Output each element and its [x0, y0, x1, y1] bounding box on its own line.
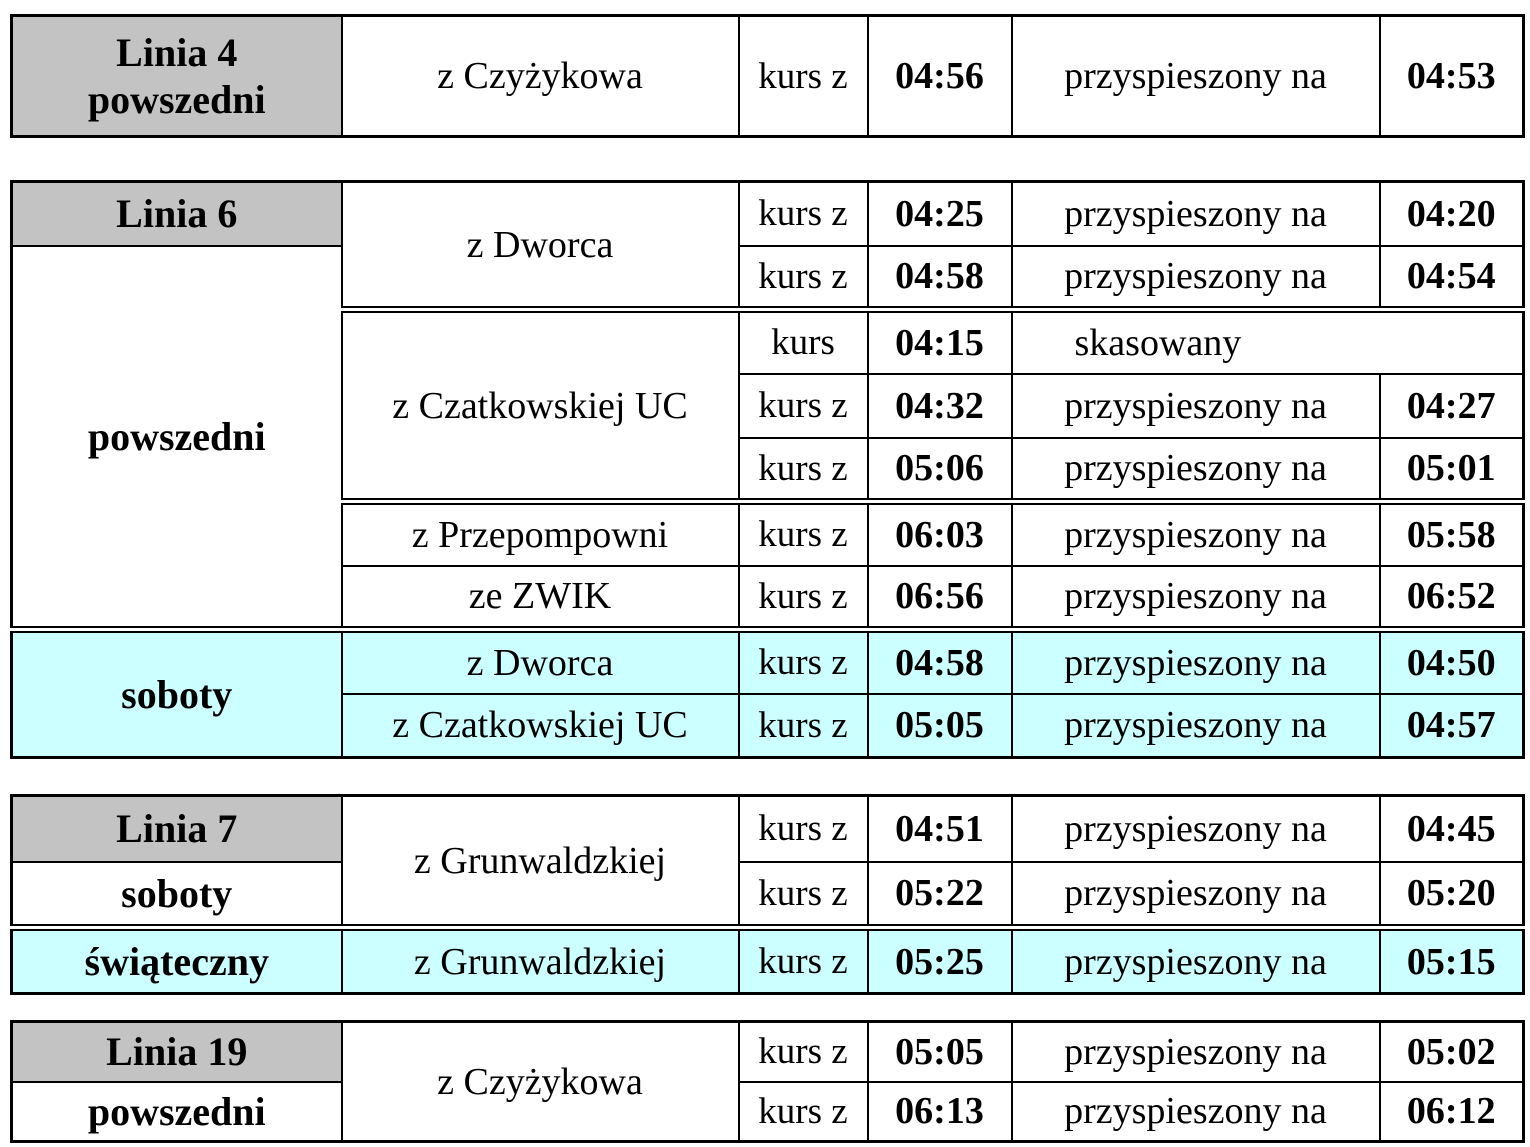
kurs-cell: kurs z [739, 1022, 868, 1082]
time-from-cell: 04:32 [868, 374, 1012, 438]
timetable-linia-6 [10, 180, 1525, 759]
line-day-header-cell [12, 16, 342, 137]
action-cell: przyspieszony na [1012, 1082, 1380, 1142]
day-cell: soboty [12, 862, 342, 928]
kurs-cell: kurs z [739, 182, 868, 246]
time-to-cell: 05:20 [1380, 862, 1524, 928]
time-to-cell: 04:50 [1380, 630, 1524, 694]
time-from-cell: 05:25 [868, 928, 1012, 994]
time-from-cell: 05:06 [868, 438, 1012, 502]
action-cell: przyspieszony na [1012, 182, 1380, 246]
kurs-cell: kurs z [739, 862, 868, 928]
time-to-cell: 04:45 [1380, 796, 1524, 862]
time-from-cell: 05:05 [868, 1022, 1012, 1082]
action-cell: przyspieszony na [1012, 694, 1380, 758]
time-from-cell: 04:51 [868, 796, 1012, 862]
time-to-cell: 05:01 [1380, 438, 1524, 502]
action-cell: przyspieszony na [1012, 438, 1380, 502]
table-row [12, 796, 1524, 862]
time-to-cell: 04:54 [1380, 246, 1524, 310]
table-row [12, 1082, 1524, 1142]
time-from-cell: 04:58 [868, 630, 1012, 694]
kurs-cell: kurs z [739, 694, 868, 758]
action-cell: przyspieszony na [1012, 1022, 1380, 1082]
time-from-cell: 04:58 [868, 246, 1012, 310]
kurs-cell: kurs z [739, 374, 868, 438]
origin-cell: z Czyżykowa [342, 1022, 739, 1142]
time-to-cell: 05:15 [1380, 928, 1524, 994]
origin-cell: z Dworca [342, 182, 739, 310]
action-cell: przyspieszony na [1012, 862, 1380, 928]
kurs-cell: kurs z [739, 438, 868, 502]
kurs-cell: kurs z [739, 796, 868, 862]
kurs-cell: kurs z [739, 502, 868, 566]
timetable-linia-7 [10, 794, 1525, 995]
time-to-cell: 04:53 [1380, 16, 1524, 137]
kurs-cell: kurs z [739, 16, 868, 137]
kurs-cell: kurs z [739, 566, 868, 630]
line-header-cell: Linia 7 [12, 796, 342, 862]
day-cell: powszedni [12, 1082, 342, 1142]
action-cell: przyspieszony na [1012, 928, 1380, 994]
action-cell: przyspieszony na [1012, 16, 1380, 137]
table-row [12, 16, 1524, 137]
table-row [12, 246, 1524, 310]
time-from-cell: 05:22 [868, 862, 1012, 928]
time-from-cell: 04:15 [868, 310, 1012, 374]
table-row [12, 862, 1524, 928]
time-to-cell: 04:57 [1380, 694, 1524, 758]
line-name: Linia 4 [116, 30, 238, 75]
day-cell: powszedni [12, 246, 342, 630]
table-row [12, 182, 1524, 246]
kurs-cell: kurs z [739, 1082, 868, 1142]
kurs-cell: kurs [739, 310, 868, 374]
line-header-cell: Linia 19 [12, 1022, 342, 1082]
time-to-cell: 04:27 [1380, 374, 1524, 438]
time-from-cell: 06:13 [868, 1082, 1012, 1142]
time-from-cell: 06:56 [868, 566, 1012, 630]
time-to-cell: 04:20 [1380, 182, 1524, 246]
time-from-cell: 04:56 [868, 16, 1012, 137]
origin-cell: z Czyżykowa [342, 16, 739, 137]
origin-cell: z Grunwaldzkiej [342, 796, 739, 928]
line-header-cell: Linia 6 [12, 182, 342, 246]
day-cell: świąteczny [12, 928, 342, 994]
table-row [12, 1022, 1524, 1082]
action-cell: przyspieszony na [1012, 246, 1380, 310]
time-to-cell: 06:12 [1380, 1082, 1524, 1142]
time-to-cell: 05:58 [1380, 502, 1524, 566]
origin-cell: z Czatkowskiej UC [342, 694, 739, 758]
kurs-cell: kurs z [739, 246, 868, 310]
time-from-cell: 06:03 [868, 502, 1012, 566]
action-cell: przyspieszony na [1012, 374, 1380, 438]
kurs-cell: kurs z [739, 630, 868, 694]
day-type: powszedni [87, 77, 266, 122]
timetable-linia-19 [10, 1020, 1525, 1143]
origin-cell: ze ZWIK [342, 566, 739, 630]
table-row [12, 630, 1524, 694]
time-from-cell: 05:05 [868, 694, 1012, 758]
origin-cell: z Czatkowskiej UC [342, 310, 739, 502]
action-cell: przyspieszony na [1012, 630, 1380, 694]
table-row [12, 928, 1524, 994]
action-cell: przyspieszony na [1012, 502, 1380, 566]
timetable-linia-4 [10, 14, 1525, 138]
kurs-cell: kurs z [739, 928, 868, 994]
time-from-cell: 04:25 [868, 182, 1012, 246]
time-to-cell: 06:52 [1380, 566, 1524, 630]
action-cell: przyspieszony na [1012, 796, 1380, 862]
origin-cell: z Dworca [342, 630, 739, 694]
action-cell: przyspieszony na [1012, 566, 1380, 630]
action-cell-skasowany: skasowany [1012, 310, 1524, 374]
origin-cell: z Grunwaldzkiej [342, 928, 739, 994]
origin-cell: z Przepompowni [342, 502, 739, 566]
day-cell: soboty [12, 630, 342, 758]
time-to-cell: 05:02 [1380, 1022, 1524, 1082]
